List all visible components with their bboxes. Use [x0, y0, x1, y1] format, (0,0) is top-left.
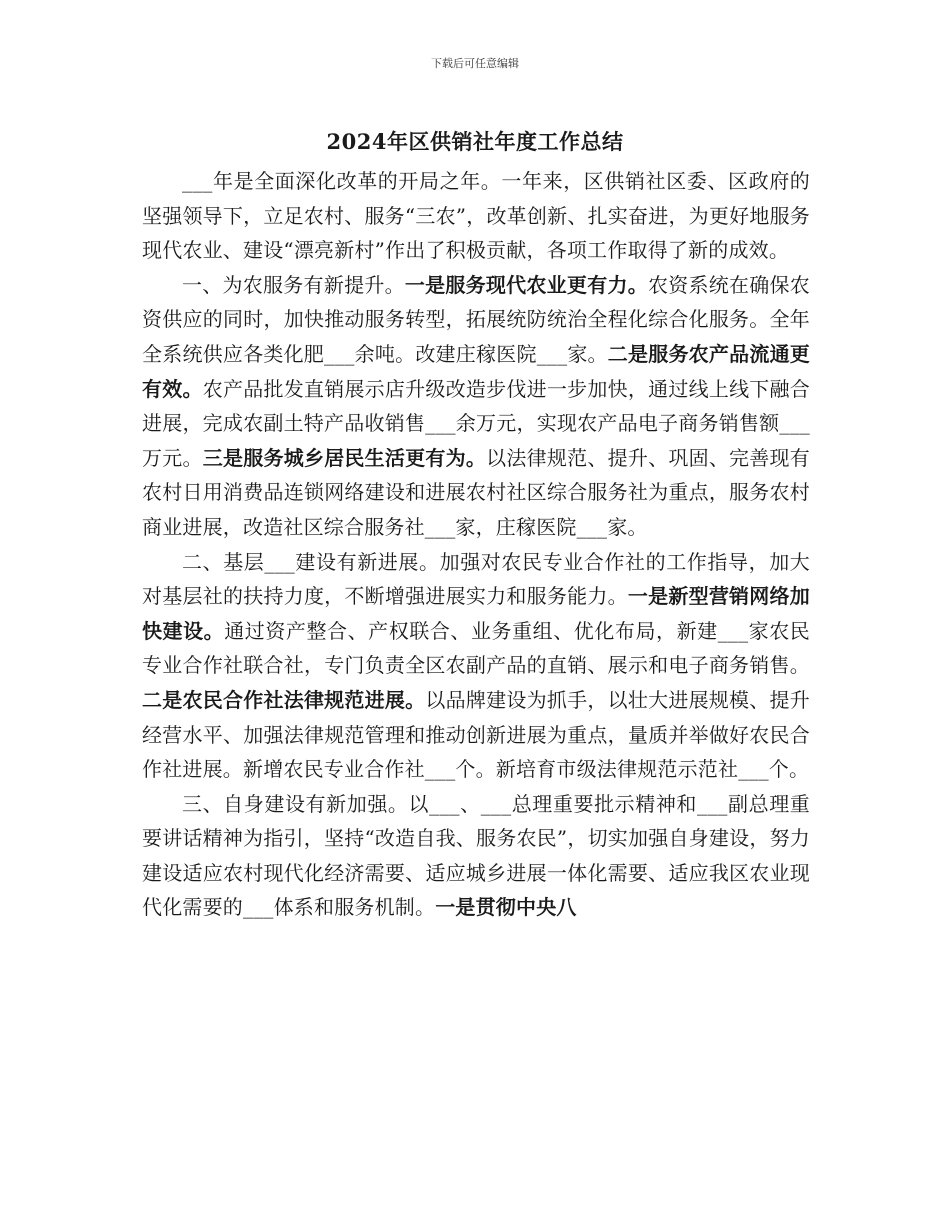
- paragraph-section-3: [142, 787, 810, 925]
- text-run: 以品牌建设为抓手，以壮大进展规模、提升经营水平、加强法律规范管理和推动创新进展为重点，量质并举做好农民合作社进展。新增农民专业合作社___个。新培育市级法律规范示范社___个。: [142, 687, 810, 782]
- bold-point: 二是农民合作社法律规范进展。: [142, 687, 426, 712]
- text-run: 农资系统在确保农资供应的同时，加快推动服务转型，拓展统防统治全程化综合化服务。全年全系统供应各类化肥___余吨。改建庄稼医院___家。: [142, 272, 810, 366]
- section-heading: 一、为农服务有新提升。: [182, 272, 405, 297]
- section-heading: 三、自身建设有新加强。以___、___总理重要批示精神和___副总理重要讲话精神为指引，坚持“改造自我、服务农民”，切实加强自身建设，努力建设适应农村现代化经济需要、适应城乡进展一体化需要、适应我区农业现代化需要的___体系和服务机制。: [142, 791, 810, 920]
- bold-point: 二是服务农产品流通更有效。: [142, 341, 810, 401]
- document-title: 2024年区供销社年度工作总结: [326, 129, 624, 154]
- text-run: ___年是全面深化改革的开局之年。一年来，区供销社区委、区政府的坚强领导下，立足农村、服务“三农”，改革创新、扎实奋进，为更好地服务现代农业、建设“漂亮新村”作出了积极贡献，各项工作取得了新的成效。: [142, 169, 810, 263]
- text-run: 农产品批发直销展示店升级改造步伐进一步加快，通过线上线下融合进展，完成农副土特产品收销售___余万元，实现农产品电子商务销售额___万元。: [142, 376, 810, 470]
- text-run: 通过资产整合、产权联合、业务重组、优化布局，新建___家农民专业合作社联合社，专门负责全区农副产品的直销、展示和电子商务销售。: [142, 618, 810, 678]
- document-body: [142, 164, 810, 925]
- paragraph-section-1: [142, 268, 810, 545]
- bold-point: 一是新型营销网络加快建设。: [142, 584, 810, 643]
- bold-point: 一是贯彻中央八: [435, 895, 577, 920]
- paragraph-section-2: [142, 545, 810, 787]
- text-run: 以法律规范、提升、巩固、完善现有农村日用消费品连锁网络建设和进展农村社区综合服务社为重点，服务农村商业进展，改造社区综合服务社___家，庄稼医院___家。: [142, 445, 810, 539]
- header-note: 下载后可任意编辑: [431, 57, 519, 70]
- paragraph-intro: [142, 164, 810, 268]
- bold-point: 三是服务城乡居民生活更有为。: [202, 445, 487, 470]
- bold-point: 一是服务现代农业更有力。: [404, 272, 648, 297]
- section-heading: 二、基层___建设有新进展。加强对农民专业合作社的工作指导，加大对基层社的扶持力度，不断增强进展实力和服务能力。: [142, 549, 810, 609]
